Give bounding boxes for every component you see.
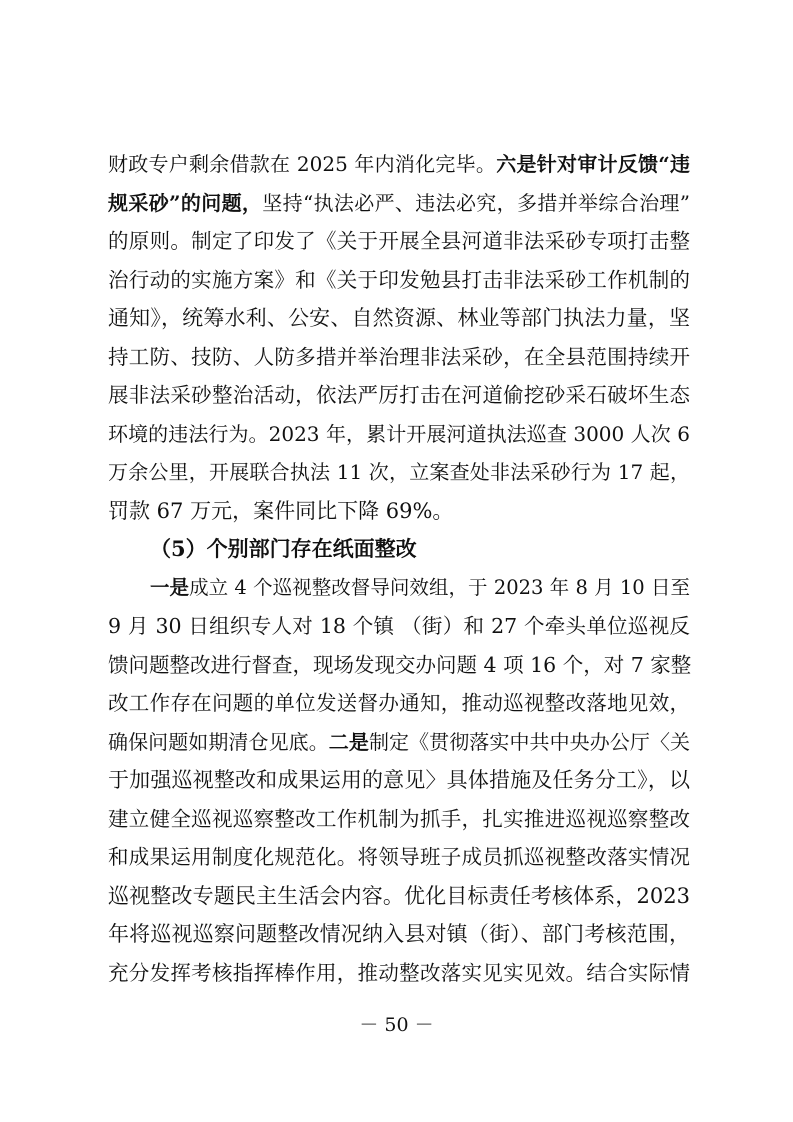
text-line <box>108 145 690 184</box>
line-segment: 巡视整改专题民主生活会内容。优化目标责任考核体系，2023 <box>108 883 690 908</box>
text-line <box>108 877 690 916</box>
line-segment: 充分发挥考核指挥棒作用，推动整改落实见实见效。结合实际情 <box>108 960 690 985</box>
line-segment: 建立健全巡视巡察整改工作机制为抓手，扎实推进巡视巡察整改 <box>108 806 690 831</box>
text-line <box>108 453 690 492</box>
line-segment: 财政专户剩余借款在 2025 年内消化完毕。 <box>108 152 497 176</box>
line-segment: 年将巡视巡察问题整改情况纳入县对镇（街）、部门考核范围， <box>108 922 690 946</box>
text-line <box>108 838 690 877</box>
section-heading <box>108 530 690 569</box>
text-line <box>108 184 690 223</box>
text-line <box>108 915 690 954</box>
line-segment-bold: 规采砂”的问题， <box>108 190 263 215</box>
line-segment-bold: 二是 <box>328 729 369 754</box>
text-line <box>108 415 690 454</box>
text-line <box>108 569 690 608</box>
line-segment: 万余公里，开展联合执法 11 次，立案查处非法采砂行为 17 起， <box>108 460 690 484</box>
text-line <box>108 222 690 261</box>
line-segment: 和成果运用制度化规范化。将领导班子成员抓巡视整改落实情况 <box>108 845 690 869</box>
line-segment: 持工防、技防、人防多措并举治理非法采砂，在全县范围持续开 <box>108 344 690 369</box>
line-segment: 制定《贯彻落实中共中央办公厅〈关 <box>368 729 691 754</box>
text-line <box>108 684 690 723</box>
text-line <box>108 299 690 338</box>
text-line <box>108 646 690 685</box>
line-segment: 确保问题如期清仓见底。 <box>108 729 329 754</box>
page-number: － 50 － <box>359 1014 434 1036</box>
line-segment: 治行动的实施方案》和《关于印发勉县打击非法采砂工作机制的 <box>108 267 690 292</box>
line-segment: 成立 4 个巡视整改督导问效组，于 2023 年 8 月 10 日至 <box>189 575 690 599</box>
text-line <box>108 723 690 762</box>
text-line <box>108 492 690 531</box>
text-line <box>108 338 690 377</box>
text-line <box>108 954 690 993</box>
line-segment: 馈问题整改进行督查，现场发现交办问题 4 项 16 个，对 7 家整 <box>108 652 692 677</box>
line-segment-bold: 六是针对审计反馈“违 <box>496 152 690 176</box>
line-segment: 环境的违法行为。2023 年，累计开展河道执法巡查 3000 人次 6 <box>108 421 690 446</box>
text-line <box>108 761 690 800</box>
line-segment-bold: 一是 <box>150 575 190 599</box>
section-heading-text: （5）个别部门存在纸面整改 <box>150 536 417 561</box>
line-segment: 罚款 67 万元，案件同比下降 69%。 <box>108 498 454 523</box>
text-line <box>108 376 690 415</box>
text-line <box>108 261 690 300</box>
line-segment: 通知》，统筹水利、公安、自然资源、林业等部门执法力量，坚 <box>108 306 690 330</box>
body-text <box>108 145 690 992</box>
line-segment: 的原则。制定了印发了《关于开展全县河道非法采砂专项打击整 <box>108 229 690 253</box>
text-line <box>108 607 690 646</box>
line-segment: 改工作存在问题的单位发送督办通知，推动巡视整改落地见效， <box>108 691 690 715</box>
line-segment: 于加强巡视整改和成果运用的意见〉具体措施及任务分工》，以 <box>108 768 690 792</box>
line-segment: 展非法采砂整治活动，依法严厉打击在河道偷挖砂采石破坏生态 <box>108 383 690 407</box>
line-segment: 坚持“执法必严、违法必究，多措并举综合治理” <box>262 190 690 215</box>
text-line <box>108 800 690 839</box>
line-segment: 9 月 30 日组织专人对 18 个镇 （街）和 27 个牵头单位巡视反 <box>108 614 690 638</box>
